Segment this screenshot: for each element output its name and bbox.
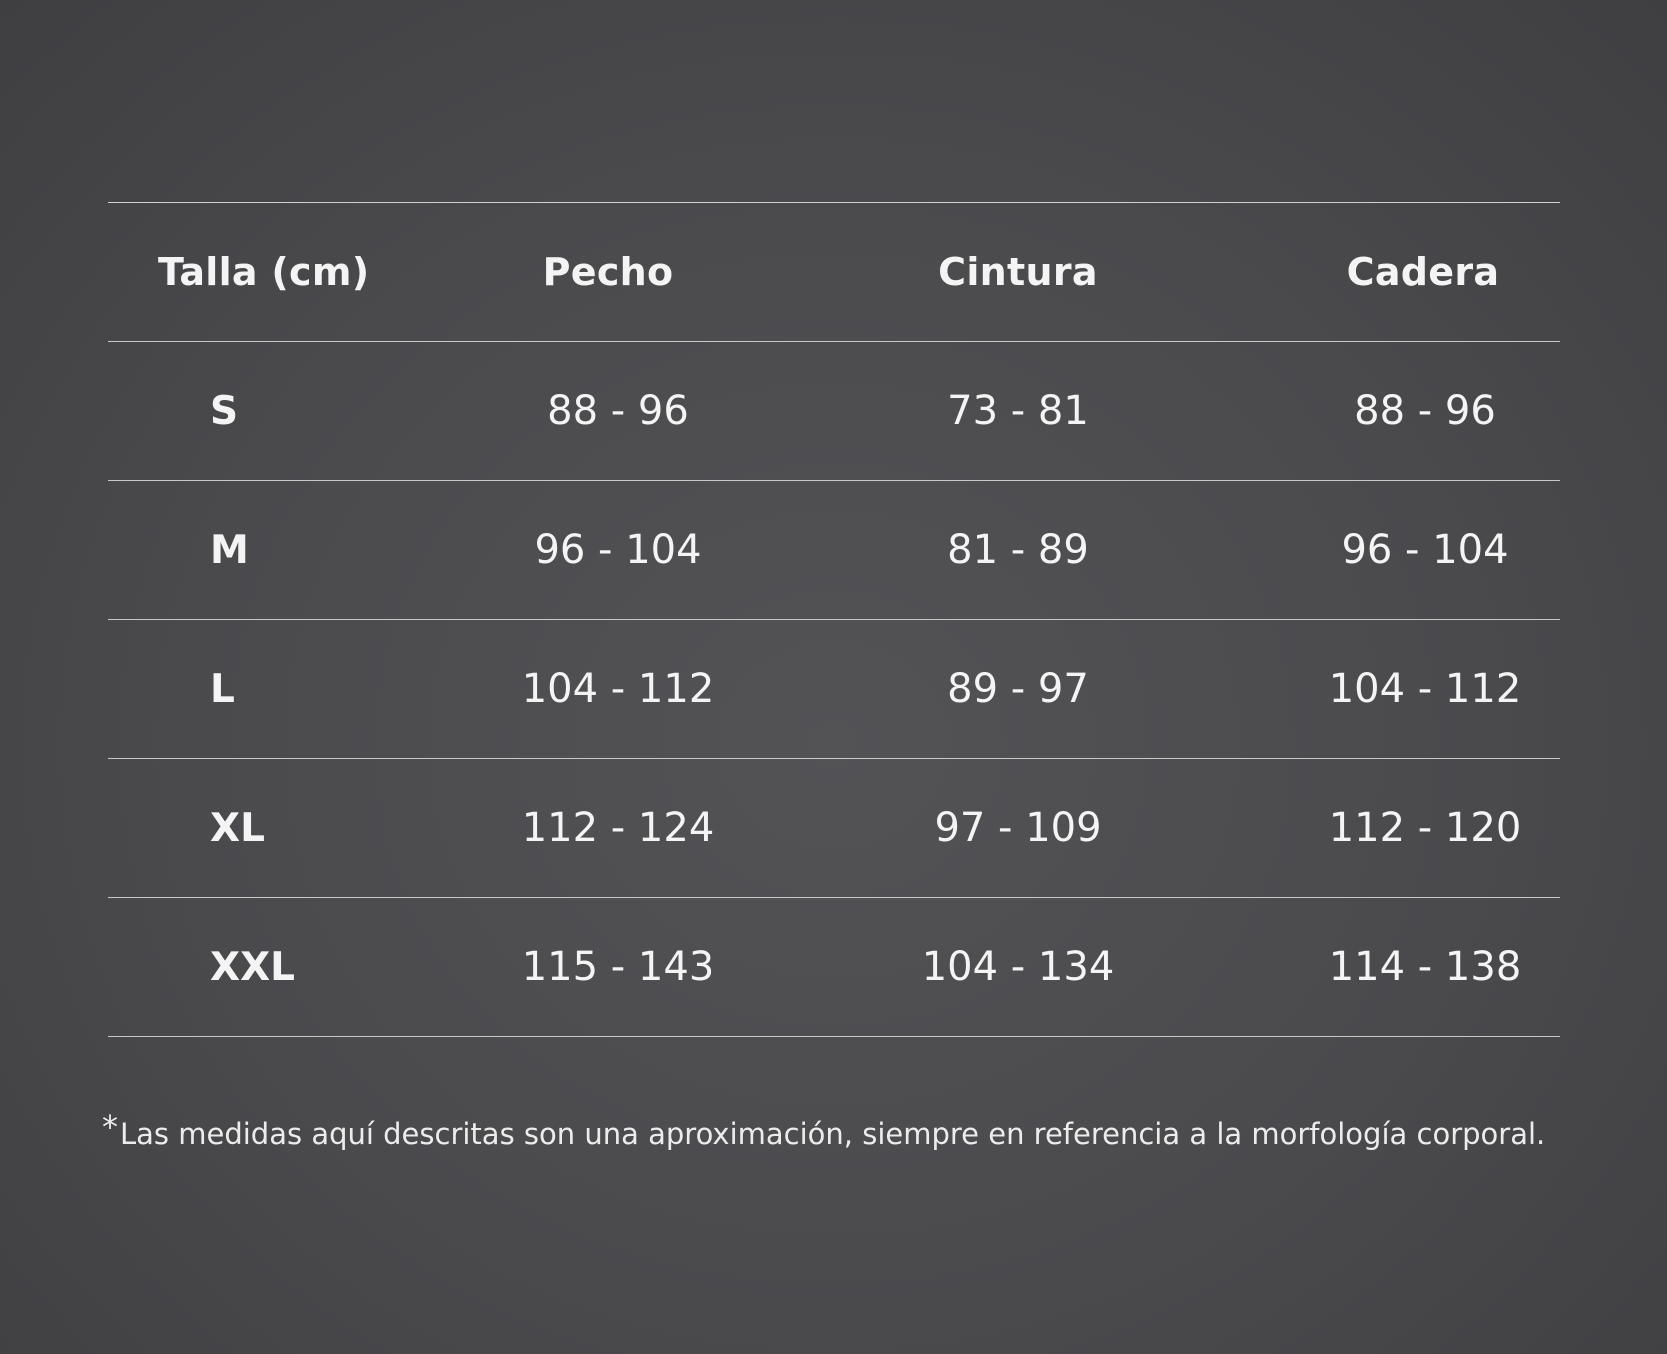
hip-value: 104 - 112 [1328,666,1522,712]
header-size: Talla (cm) [158,250,370,294]
header-chest: Pecho [542,250,674,294]
hip-value: 114 - 138 [1328,944,1522,990]
footnote-marker: * [102,1108,118,1146]
size-label: M [210,527,249,573]
size-label: XXL [210,944,295,990]
size-label: S [210,388,239,434]
chest-value: 88 - 96 [547,388,689,434]
chest-value: 112 - 124 [521,805,715,851]
chest-value: 104 - 112 [521,666,715,712]
size-label: XL [210,805,265,851]
waist-value: 104 - 134 [921,944,1115,990]
waist-value: 73 - 81 [947,388,1089,434]
table-row [108,759,1560,898]
footnote-text: Las medidas aquí descritas son una aproximación, siempre en referencia a la morfología corporal. [120,1117,1546,1151]
table-row [108,620,1560,759]
table-header-row [108,203,1560,342]
size-chart-table [108,202,1560,1037]
waist-value: 97 - 109 [934,805,1102,851]
header-waist: Cintura [938,250,1098,294]
waist-value: 89 - 97 [947,666,1089,712]
table-row [108,481,1560,620]
chest-value: 96 - 104 [534,527,702,573]
hip-value: 88 - 96 [1354,388,1496,434]
hip-value: 96 - 104 [1341,527,1509,573]
table-row [108,342,1560,481]
waist-value: 81 - 89 [947,527,1089,573]
disclaimer-footnote [102,1108,1545,1151]
table-row [108,898,1560,1037]
chest-value: 115 - 143 [521,944,715,990]
size-label: L [210,666,235,712]
hip-value: 112 - 120 [1328,805,1522,851]
header-hip: Cadera [1346,250,1500,294]
